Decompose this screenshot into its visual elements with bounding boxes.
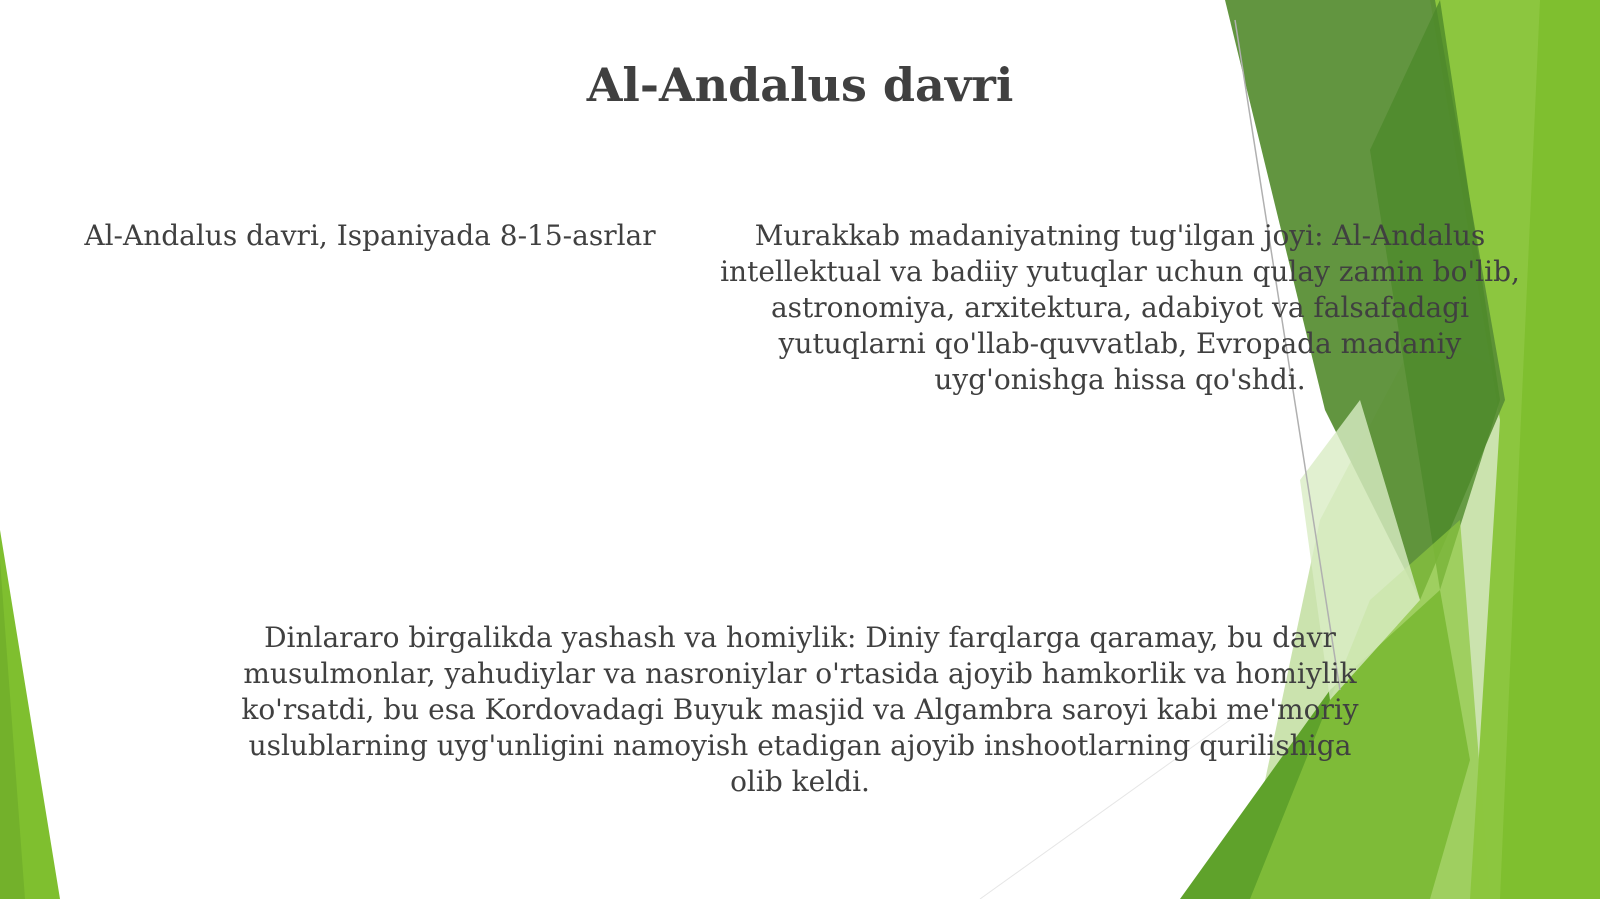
culture-text: Murakkab madaniyatning tug'ilgan joyi: Al-Andalus intellektual va badiiy yutuqlar uchun qulay zamin bo'lib, astronomiya, arxitektura, adabiyot va falsafadagi yutuqlarni qo'llab-quvvatlab, Evropada madaniy uyg'onishga hissa qo'shdi. xyxy=(720,219,1520,396)
slide-title: Al-Andalus davri xyxy=(586,58,1014,112)
period-text: Al-Andalus davri, Ispaniyada 8-15-asrlar xyxy=(84,219,656,252)
coexistence-text: Dinlararo birgalikda yashash va homiylik: Diniy farqlarga qaramay, bu davr musulmonlar, yahudiylar va nasroniylar o'rtasida ajoyib hamkorlik va homiylik ko'rsatdi, bu esa Kordovadagi Buyuk masjid va Algambra saroyi kabi me'moriy uslublarning uyg'unligini namoyish etadigan ajoyib inshootlarning qurilishiga olib keldi. xyxy=(241,621,1359,798)
